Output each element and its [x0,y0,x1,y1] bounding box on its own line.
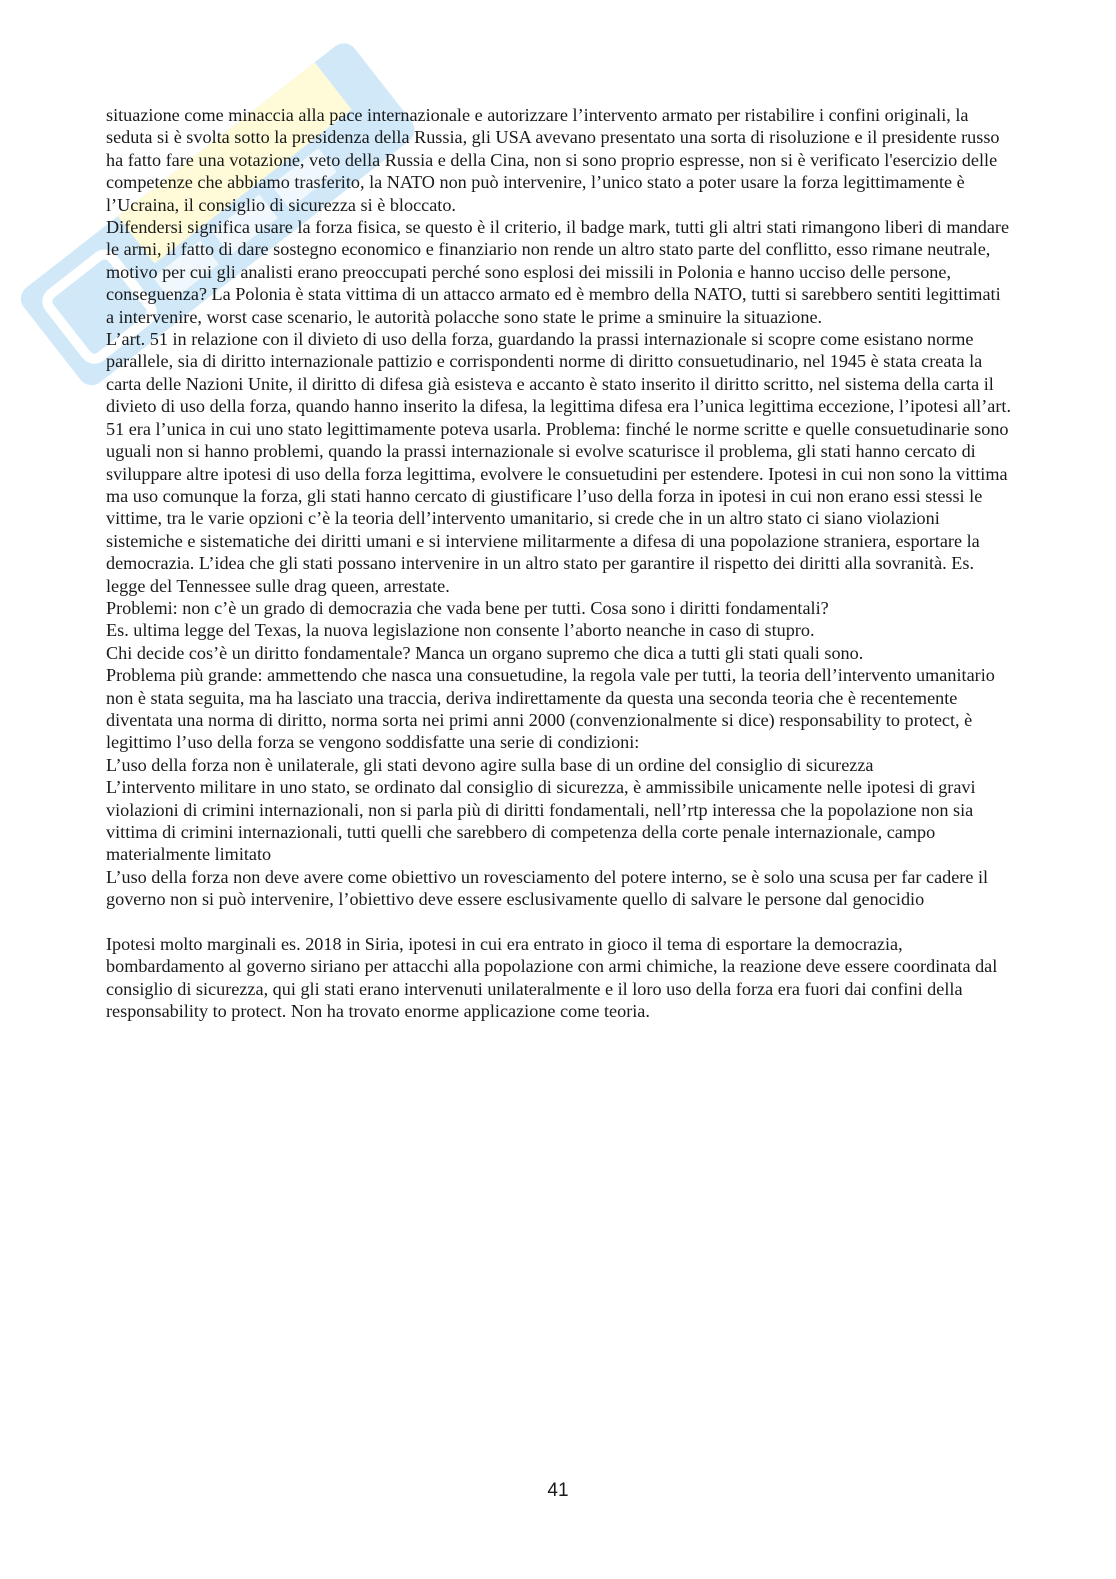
paragraph-art-51: L’art. 51 in relazione con il divieto di uso della forza, guardando la prassi internazionale si scopre come esistano norme parallele, sia di diritto internazionale pattizio e corrispondenti norme di diritto consuetudinario, nel 1945 è stata creata la carta delle Nazioni Unite, il diritto di difesa già esisteva e accanto è stato inserito il diritto scritto, nel sistema della carta il divieto di uso della forza, quando hanno inserito la difesa, la legittima difesa era l’unica legittima eccezione, l’ipotesi all’art. 51 era l’unica in cui uno stato legittimamente poteva usarla. Problema: finché le norme scritte e quelle consuetudinarie sono uguali non si hanno problemi, quando la prassi internazionale si evolve scaturisce il problema, gli stati hanno cercato di sviluppare altre ipotesi di uso della forza legittima, evolvere le consuetudini per estendere. Ipotesi in cui non sono la vittima ma uso comunque la forza, gli stati hanno cercato di giustificare l’uso della forza in ipotesi in cui non erano essi stessi le vittime, tra le varie opzioni c’è la teoria dell’intervento umanitario, si crede che in un altro stato ci siano violazioni sistemiche e sistematiche dei diritti umani e si interviene militarmente a difesa di una popolazione straniera, esportare la democrazia. L’idea che gli stati possano intervenire in un altro stato per garantire il rispetto dei diritti alla sovranità. Es. legge del Tennessee sulle drag queen, arrestate. [106,329,1016,596]
paragraph-who-decides: Chi decide cos’è un diritto fondamentale? Manca un organo supremo che dica a tutti gli stati quali sono. [106,642,864,663]
paragraph-self-defense: Difendersi significa usare la forza fisica, se questo è il criterio, il badge mark, tutti gli altri stati rimangono liberi di mandare le armi, il fatto di dare sostegno economico e finanziario non rende un altro stato parte del conflitto, esso rimane neutrale, motivo per cui gli analisti erano preoccupati perché sono esplosi dei missili in Polonia e hanno ucciso delle persone, conseguenza? La Polonia è stata vittima di un attacco armato ed è membro della NATO, tutti si sarebbero sentiti legittimati a intervenire, worst case scenario, le autorità polacche sono state le prime a sminuire la situazione. [106,217,1014,327]
document-body [106,104,1016,1023]
paragraph-condition-crimes: L’intervento militare in uno stato, se ordinato dal consiglio di sicurezza, è ammissibile unicamente nelle ipotesi di gravi violazioni di crimini internazionali, non si parla più di diritti fondamentali, nell’rtp interessa che la popolazione non sia vittima di crimini internazionali, tutti quelli che sarebbero di competenza della corte penale internazionale, campo materialmente limitato [106,777,981,865]
paragraph-condition-objective: L’uso della forza non deve avere come obiettivo un rovesciamento del potere interno, se è solo una scusa per far cadere il governo non si può intervenire, l’obiettivo deve essere esclusivamente quello di salvare le persone dal genocidio [106,866,993,910]
paragraph-texas-law: Es. ultima legge del Texas, la nuova legislazione non consente l’aborto neanche in caso di stupro. [106,620,815,641]
paragraph-syria-2018: Ipotesi molto marginali es. 2018 in Siria, ipotesi in cui era entrato in gioco il tema di esportare la democrazia, bombardamento al governo siriano per attacchi alla popolazione con armi chimiche, la reazione deve essere coordinata dal consiglio di sicurezza, qui gli stati erano intervenuti unilateralmente e il loro uso della forza era fuori dai confini della responsability to protect. Non ha trovato enorme applicazione come teoria. [106,934,1002,1022]
paragraph-bigger-problem: Problema più grande: ammettendo che nasca una consuetudine, la regola vale per tutti, la teoria dell’intervento umanitario non è stata seguita, ma ha lasciato una traccia, deriva indirettamente da questa una seconda teoria che è recentemente diventata una norma di diritto, norma sorta nei primi anni 2000 (convenzionalmente si dice) responsability to protect, è legittimo l’uso della forza se vengono soddisfatte una serie di condizioni: [106,665,1000,753]
paragraph-condition-unilateral: L’uso della forza non è unilaterale, gli stati devono agire sulla base di un ordine del consiglio di sicurezza [106,754,874,775]
paragraph-intro-continuation: situazione come minaccia alla pace internazionale e autorizzare l’intervento armato per ristabilire i confini originali, la seduta si è svolta sotto la presidenza della Russia, gli USA avevano presentato una sorta di risoluzione e il presidente russo ha fatto fare una votazione, veto della Russia e della Cina, non si sono proprio espresse, non si è verificato l'esercizio delle competenze che abbiamo trasferito, la NATO non può intervenire, l’unico stato a poter usare la forza legittimamente è l’Ucraina, il consiglio di sicurezza si è bloccato. [106,105,1005,215]
page-number: 41 [547,1480,569,1501]
paragraph-problems-democracy: Problemi: non c’è un grado di democrazia che vada bene per tutti. Cosa sono i diritti fondamentali? [106,597,829,618]
